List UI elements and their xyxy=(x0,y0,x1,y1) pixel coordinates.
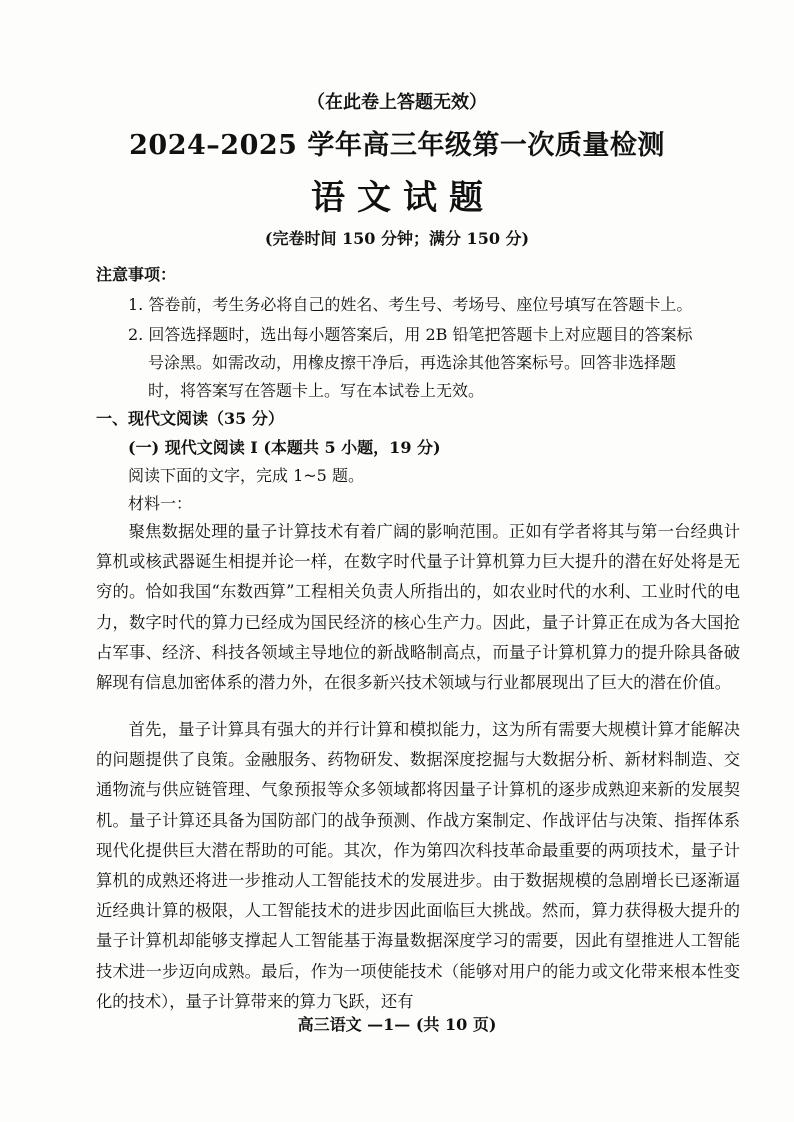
subject-title: 语文试题 xyxy=(311,178,495,218)
material-label: 材料一： xyxy=(128,494,193,513)
body-paragraph-1: 聚焦数据处理的量子计算技术有着广阔的影响范围。正如有学者将其与第一台经典计算机或核武器诞生相提并论一样，在数字时代量子计算机算力巨大提升的潜在好处将是无穷的。恰如我国“东数西算”工程相关负责人所指出的，如农业时代的水利、工业时代的电力，数字时代的算力已经成为国民经济的核心生产力。因此，量子计算正在成为各大国抢占军事、经济、科技各领域主导地位的新战略制高点，而量子计算机算力的提升除具备破解现有信息加密体系的潜力外，在很多新兴技术领域与行业都展现出了巨大的潜在价值。 xyxy=(96,522,740,693)
note-item-2-line-1: 2. 回答选择题时，选出每小题答案后，用 2B 铅笔把答题卡上对应题目的答案标 xyxy=(128,325,693,344)
note-item-2-line-3: 时，将答案写在答题卡上。写在本试卷上无效。 xyxy=(148,381,485,400)
time-score-info: (完卷时间 150 分钟；满分 150 分) xyxy=(264,229,530,248)
section-heading: 一、现代文阅读（35 分） xyxy=(96,409,284,428)
notes-title: 注意事项： xyxy=(96,265,177,284)
exam-title: 2024–2025 学年高三年级第一次质量检测 xyxy=(129,130,665,161)
note-item-1: 1. 答卷前，考生务必将自己的姓名、考生号、考场号、座位号填写在答题卡上。 xyxy=(128,295,693,314)
body-paragraph-2: 首先，量子计算具有强大的并行计算和模拟能力，这为所有需要大规模计算才能解决的问题提供了良策。金融服务、药物研发、数据深度挖掘与大数据分析、新材料制造、交通物流与供应链管理、气象预报等众多领域都将因量子计算机的逐步成熟迎来新的发展契机。量子计算还具备为国防部门的战争预测、作战方案制定、作战评估与决策、指挥体系现代化提供巨大潜在帮助的可能。其次，作为第四次科技革命最重要的两项技术，量子计算机的成熟还将进一步推动人工智能技术的发展进步。由于数据规模的急剧增长已逐渐逼近经典计算的极限，人工智能技术的进步因此面临巨大挑战。然而，算力获得极大提升的量子计算机却能够支撑起人工智能基于海量数据深度学习的需要，因此有望推进人工智能技术进一步迈向成熟。最后，作为一项使能技术（能够对用户的能力或文化带来根本性变化的技术），量子计算带来的算力飞跃，还有 xyxy=(96,720,740,1011)
note-item-2-line-2: 号涂黑。如需改动，用橡皮擦干净后，再选涂其他答案标号。回答非选择题 xyxy=(148,353,677,372)
invalid-answer-notice: （在此卷上答题无效） xyxy=(307,92,487,113)
subsection-heading: (一) 现代文阅读 I (本题共 5 小题，19 分) xyxy=(128,438,441,457)
page-footer: 高三语文 —1— (共 10 页) xyxy=(297,1015,497,1034)
reading-instruction: 阅读下面的文字，完成 1~5 题。 xyxy=(128,466,364,485)
